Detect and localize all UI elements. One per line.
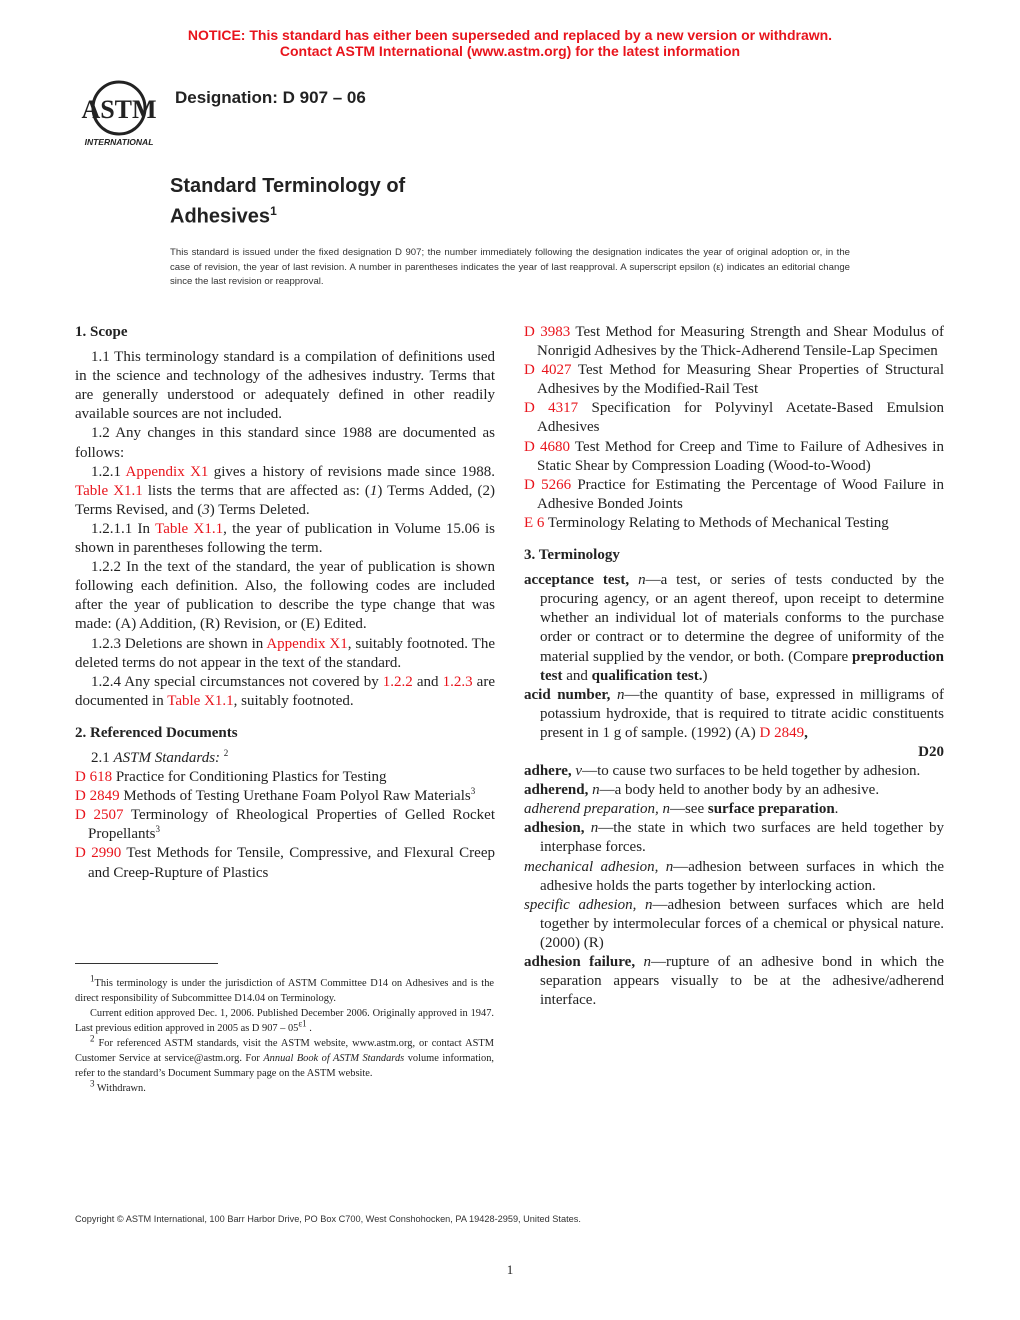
text-run: 1.2.2 In the text of the standard, the year of publication is shown following each definition. Also, the following codes are included after the year of publication to describe the type change that was made: (A) Addition, (R) Revision, or (E) Edited. bbox=[75, 559, 495, 633]
text-run: —the state in which two surfaces are held together by interphase forces. bbox=[540, 820, 945, 856]
reference-link[interactable]: D 2849 bbox=[759, 724, 805, 741]
reference-link[interactable]: D 5266 bbox=[524, 476, 572, 493]
text-run: and bbox=[562, 667, 592, 684]
text-run: —to cause two surfaces to be held together by adhesion. bbox=[582, 763, 921, 780]
footnote bbox=[75, 973, 494, 1006]
footnote bbox=[75, 1006, 494, 1036]
text-run: v bbox=[575, 763, 583, 780]
footnote bbox=[75, 1033, 494, 1081]
text-run: —rupture of an adhesive bond in which the separation appears visually to be at the adhesive/adherend interface. bbox=[540, 954, 945, 1009]
text-run: surface preparation bbox=[707, 801, 835, 818]
text-run: Terminology of Rheological Properties of Gelled Rocket Propellants bbox=[88, 807, 495, 843]
text-run: —see bbox=[669, 801, 708, 818]
paragraph bbox=[75, 323, 495, 342]
text-run: 3 bbox=[155, 824, 160, 835]
text-run: 1. Scope bbox=[75, 324, 128, 340]
text-run: 1.2.1 bbox=[91, 463, 126, 480]
text-run: This terminology is under the jurisdiction of ASTM Committee D14 on Adhesives and is the direct responsibility of Subcommittee D14.04 on Terminology. bbox=[75, 978, 494, 1004]
text-run: acid number, bbox=[524, 686, 611, 703]
reference-link[interactable]: D 4317 bbox=[524, 400, 579, 417]
paragraph bbox=[524, 546, 944, 565]
text-run: —the quantity of base, expressed in milligrams of potassium hydroxide, that is required to titrate acidic constituents present in 1 g of sample. (1992) (A) bbox=[540, 686, 944, 741]
text-run: 3 bbox=[90, 1078, 95, 1089]
text-run: adhesion failure, bbox=[524, 954, 636, 970]
designation: Designation: D 907 – 06 bbox=[175, 88, 366, 107]
reference-link[interactable]: Table X1.1 bbox=[167, 692, 234, 709]
text-run: 1.2.4 Any special circumstances not covered by bbox=[91, 673, 383, 690]
reference-link[interactable]: Table X1.1 bbox=[155, 520, 224, 537]
abstract: This standard is issued under the fixed designation D 907; the number immediately following the designation indicates the year of original adoption or, in the case of revision, the year of last revision. A number in parentheses indicates the year of last reapproval. A superscript epsilon (ε) indicates an editorial change since the last revision or reapproval. bbox=[170, 247, 850, 287]
text-run: and bbox=[412, 673, 443, 690]
text-run: Annual Book of ASTM Standards bbox=[263, 1053, 405, 1064]
title-line-2: Adhesives bbox=[170, 205, 271, 228]
text-run: 1 bbox=[90, 973, 95, 984]
svg-text:ASTM: ASTM bbox=[81, 95, 157, 124]
text-run: n bbox=[592, 782, 600, 799]
text-run: Practice for Estimating the Percentage of Wood Failure in Adhesive Bonded Joints bbox=[537, 476, 944, 512]
text-run: 2 bbox=[90, 1033, 95, 1044]
text-run: Current edition approved Dec. 1, 2006. Published December 2006. Originally approved in 1947. Last previous edition approved in 2005 as D 907 – 05 bbox=[75, 1008, 494, 1034]
paragraph bbox=[75, 724, 495, 743]
reference-link[interactable]: D 4027 bbox=[524, 362, 572, 379]
paragraph bbox=[75, 348, 495, 424]
text-run: —adhesion between surfaces which are held together by intermolecular forces of a chemical or physical nature. (2000) (R) bbox=[540, 896, 944, 951]
text-run: . bbox=[306, 1023, 312, 1034]
text-run: 3. Terminology bbox=[524, 547, 620, 564]
text-run: ) Terms Deleted. bbox=[209, 501, 310, 518]
text-run: —adhesion between surfaces in which the adhesive holds the parts together by interlocking action. bbox=[540, 858, 944, 894]
paragraph bbox=[524, 743, 944, 762]
paragraph bbox=[75, 768, 495, 787]
text-run bbox=[635, 954, 643, 970]
paragraph bbox=[75, 463, 495, 520]
reference-link[interactable]: D 2849 bbox=[75, 788, 120, 805]
text-run: —a test, or series of tests conducted by the procuring agency, or an agent thereof, upon receipt to determine whether an individual lot of materials conforms to the purchase order or contract or to determine the degree of uniformity of the material supplied by the vendor, or both. (Compare bbox=[540, 572, 945, 665]
text-run: Methods of Testing Urethane Foam Polyol Raw Materials bbox=[119, 788, 471, 805]
paragraph bbox=[524, 858, 944, 896]
paragraph bbox=[75, 806, 495, 844]
text-run: n bbox=[638, 572, 646, 589]
astm-logo bbox=[78, 78, 160, 148]
reference-link[interactable]: D 3983 bbox=[524, 324, 571, 340]
paragraph bbox=[524, 438, 944, 476]
reference-link[interactable]: Appendix X1 bbox=[266, 635, 348, 652]
text-run: 2 bbox=[223, 747, 229, 758]
text-run: volume information, refer to the standard’s Document Summary page on the ASTM website. bbox=[75, 1053, 494, 1079]
reference-link[interactable]: D 4680 bbox=[524, 438, 571, 455]
notice-line-1: NOTICE: This standard has either been superseded and replaced by a new version or withdrawn. bbox=[187, 27, 833, 43]
text-run: n bbox=[590, 820, 599, 837]
paragraph bbox=[524, 399, 944, 437]
text-run: Specification for Polyvinyl Acetate-Based Emulsion Adhesives bbox=[537, 400, 944, 436]
text-run: Withdrawn. bbox=[94, 1083, 146, 1094]
text-run: preproduction test bbox=[540, 648, 944, 684]
text-run: qualification test. bbox=[591, 667, 703, 684]
text-run: Test Method for Measuring Shear Properties of Structural Adhesives by the Modified-Rail Test bbox=[537, 362, 944, 398]
paragraph bbox=[75, 635, 495, 673]
text-run: Terminology Relating to Methods of Mechanical Testing bbox=[544, 514, 889, 531]
page-number: 1 bbox=[506, 1262, 514, 1277]
paragraph bbox=[524, 476, 944, 514]
text-run: 1.2.3 Deletions are shown in bbox=[91, 635, 267, 652]
text-run: n bbox=[616, 686, 625, 703]
text-run: adhere, bbox=[524, 763, 572, 780]
text-run: 1.2.1.1 In bbox=[91, 520, 156, 537]
text-run: Test Method for Measuring Strength and Shear Modulus of Nonrigid Adhesives by the Thick-Adherend Tensile-Lap Specimen bbox=[537, 324, 944, 360]
page-title bbox=[170, 174, 405, 230]
text-run: D20 bbox=[918, 743, 944, 760]
text-run: acceptance test, bbox=[524, 572, 630, 589]
left-column bbox=[75, 323, 495, 883]
reference-link[interactable]: D 618 bbox=[75, 769, 113, 786]
footnote bbox=[75, 1078, 494, 1096]
paragraph bbox=[75, 844, 495, 882]
text-run: 1.2 Any changes in this standard since 1988 are documented as follows: bbox=[75, 425, 495, 461]
text-run: —a body held to another body by an adhesive. bbox=[599, 782, 880, 799]
text-run: , bbox=[804, 724, 808, 741]
text-run: 1 bbox=[369, 482, 378, 499]
text-run: Test Method for Creep and Time to Failure of Adhesives in Static Shear by Compression Loading (Wood-to-Wood) bbox=[537, 438, 944, 474]
reference-link[interactable]: D 2507 bbox=[75, 807, 124, 824]
reference-link[interactable]: 1.2.2 bbox=[382, 673, 413, 690]
paragraph bbox=[524, 953, 944, 1010]
text-run: adherend preparation, n bbox=[524, 801, 670, 818]
text-run bbox=[629, 572, 638, 588]
svg-text:INTERNATIONAL: INTERNATIONAL bbox=[84, 137, 154, 147]
text-run: ε1 bbox=[298, 1018, 307, 1029]
paragraph bbox=[75, 520, 495, 558]
text-run: 1.1 This terminology standard is a compilation of definitions used in the science and technology of the adhesives industry. Terms that are generally understood or adequately defined in other readily available sources are not included. bbox=[75, 349, 495, 423]
right-column bbox=[524, 323, 944, 1010]
text-run: ASTM Standards: bbox=[113, 749, 221, 766]
reference-link[interactable]: 1.2.3 bbox=[442, 673, 473, 690]
paragraph bbox=[524, 896, 944, 953]
paragraph bbox=[524, 323, 944, 361]
text-run: 3 bbox=[470, 786, 476, 797]
paragraph bbox=[524, 361, 944, 399]
text-run: 3 bbox=[202, 501, 210, 518]
text-run: are documented in bbox=[75, 673, 495, 709]
text-run: ) bbox=[702, 667, 708, 684]
paragraph bbox=[524, 781, 944, 800]
paragraph bbox=[524, 686, 944, 743]
text-run: , the year of publication in Volume 15.06 is shown in parentheses following the term. bbox=[75, 520, 495, 557]
paragraph bbox=[524, 571, 944, 686]
text-run: 2. Referenced Documents bbox=[75, 724, 238, 741]
text-run: mechanical adhesion, n bbox=[524, 858, 674, 875]
paragraph bbox=[75, 787, 495, 806]
reference-link[interactable]: Appendix X1 bbox=[125, 463, 209, 480]
paragraph bbox=[524, 819, 944, 857]
paragraph bbox=[75, 749, 495, 768]
title-line-1: Standard Terminology of bbox=[170, 175, 406, 197]
text-run: adhesion, bbox=[524, 820, 585, 837]
text-run: Test Methods for Tensile, Compressive, and Flexural Creep and Creep-Rupture of Plastics bbox=[88, 845, 495, 881]
footnote-divider bbox=[75, 963, 218, 964]
copyright: Copyright © ASTM International, 100 Barr Harbor Drive, PO Box C700, West Conshohocken, PA 19428-2959, United States. bbox=[75, 1214, 581, 1224]
text-run: specific adhesion, n bbox=[524, 896, 653, 913]
paragraph bbox=[524, 800, 944, 819]
footnotes bbox=[75, 973, 494, 1096]
text-run: ) Terms Added, (2) Terms Revised, and ( bbox=[75, 482, 496, 518]
paragraph bbox=[524, 514, 944, 533]
notice-line-2: Contact ASTM International (www.astm.org) for the latest information bbox=[279, 43, 741, 59]
title-footnote-mark: 1 bbox=[270, 204, 277, 218]
text-run: , suitably footnoted. bbox=[233, 692, 354, 709]
text-run: lists the terms that are affected as: ( bbox=[142, 482, 370, 499]
text-run: 2.1 bbox=[91, 749, 114, 766]
paragraph bbox=[75, 424, 495, 462]
reference-link[interactable]: D 2990 bbox=[75, 845, 122, 862]
paragraph bbox=[75, 558, 495, 634]
text-run: Practice for Conditioning Plastics for Testing bbox=[112, 769, 387, 786]
text-run: , suitably footnoted. The deleted terms do not appear in the text of the standard. bbox=[75, 635, 495, 671]
supersede-notice bbox=[0, 27, 1020, 59]
text-run: adherend, bbox=[524, 782, 589, 799]
text-run: n bbox=[643, 954, 651, 970]
text-run: . bbox=[834, 801, 839, 818]
reference-link[interactable]: Table X1.1 bbox=[75, 482, 143, 499]
text-run: gives a history of revisions made since 1988. bbox=[208, 463, 495, 480]
paragraph bbox=[75, 673, 495, 711]
paragraph bbox=[524, 762, 944, 781]
reference-link[interactable]: E 6 bbox=[524, 514, 545, 531]
text-run: For referenced ASTM standards, visit the ASTM website, www.astm.org, or contact ASTM Customer Service at service@astm.org. For bbox=[75, 1038, 494, 1064]
